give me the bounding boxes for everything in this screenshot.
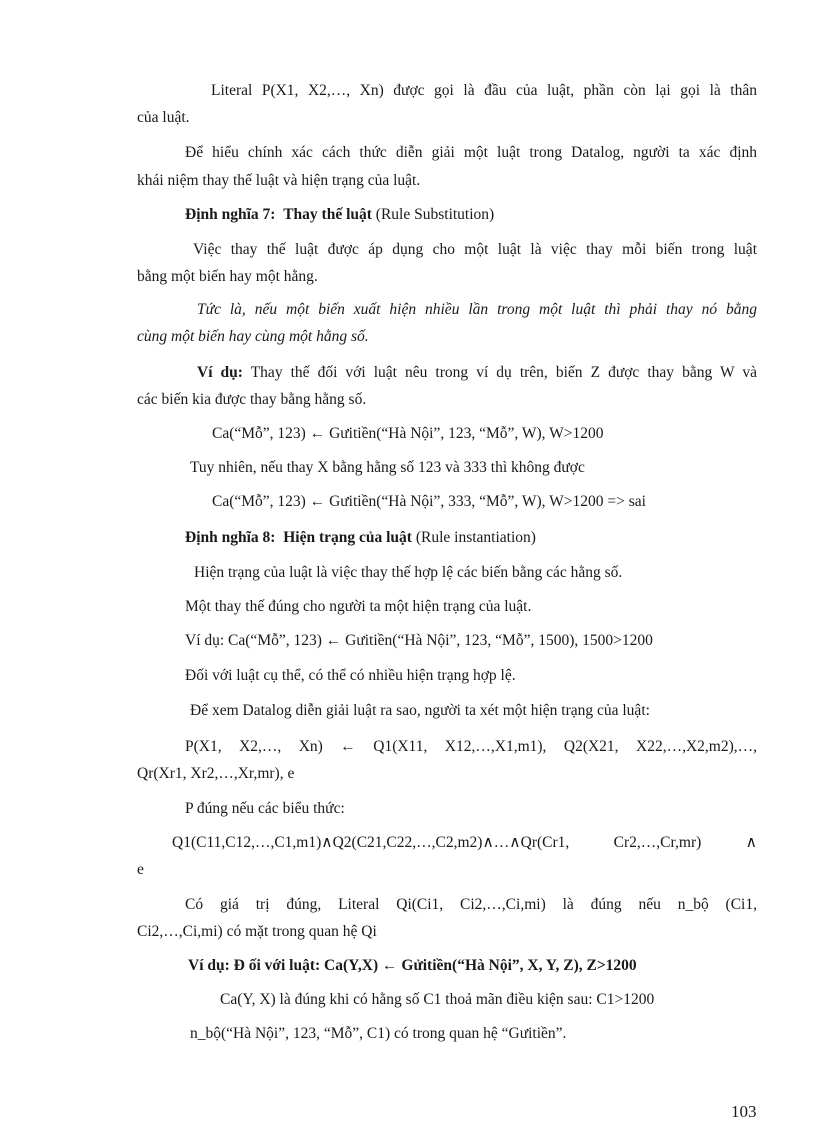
paragraph-line: các biến kia được thay bằng hằng số. bbox=[137, 391, 367, 408]
paragraph-line: Đối với luật cụ thể, có thể có nhiều hiện trạng hợp lệ. bbox=[185, 667, 516, 684]
paragraph-line: Một thay thế đúng cho người ta một hiện trạng của luật. bbox=[185, 598, 532, 615]
paragraph-line: Việc thay thế luật được áp dụng cho một luật là việc thay mỗi biến trong luật bbox=[193, 241, 757, 258]
definition-english: (Rule instantiation) bbox=[415, 529, 536, 546]
paragraph-line: của luật. bbox=[137, 109, 190, 126]
paragraph-line: Có giá trị đúng, Literal Qi(Ci1, Ci2,…,Ci,mi) là đúng nếu n_bộ (Ci1, bbox=[185, 896, 757, 913]
italic-note-line: Tức là, nếu một biến xuất hiện nhiều lần trong một luật thì phải thay nó bằng bbox=[197, 301, 757, 318]
paragraph-line: Hiện trạng của luật là việc thay thế hợp lệ các biến bằng các hằng số. bbox=[194, 564, 623, 581]
formula-line: e bbox=[137, 861, 144, 878]
paragraph-line: Tuy nhiên, nếu thay X bằng hằng số 123 và 333 thì không được bbox=[190, 459, 585, 476]
paragraph-line: Literal P(X1, X2,…, Xn) được gọi là đầu của luật, phần còn lại gọi là thân bbox=[211, 82, 757, 99]
definition-label: Định nghĩa 8: bbox=[185, 529, 276, 546]
italic-note-line: cùng một biến hay cùng một hằng số. bbox=[137, 328, 369, 345]
formula-line: Qr(Xr1, Xr2,…,Xr,mr), e bbox=[137, 765, 295, 782]
paragraph-line: khái niệm thay thế luật và hiện trạng của luật. bbox=[137, 172, 421, 189]
page-number: 103 bbox=[731, 1102, 757, 1121]
example-label: Ví dụ: bbox=[197, 364, 243, 381]
paragraph-line: P đúng nếu các biểu thức: bbox=[185, 800, 345, 817]
definition-7-heading bbox=[185, 205, 494, 225]
paragraph-line: bằng một biến hay một hằng. bbox=[137, 268, 318, 285]
paragraph-line: Để hiểu chính xác cách thức diễn giải một luật trong Datalog, người ta xác định bbox=[185, 144, 757, 161]
example-heading-line: Ví dụ: Đ ối với luật: Ca(Y,X) ← Gửitiền(“Hà Nội”, X, Y, Z), Z>1200 bbox=[188, 957, 637, 974]
formula-line: Ca(“Mỗ”, 123) ← Gưitiền(“Hà Nội”, 333, “Mỗ”, W), W>1200 => sai bbox=[212, 493, 646, 510]
definition-8-heading bbox=[185, 528, 536, 548]
paragraph-line: n_bộ(“Hà Nội”, 123, “Mỗ”, C1) có trong quan hệ “Gưitiền”. bbox=[190, 1025, 567, 1042]
example-line: Ví dụ: Thay thế đối với luật nêu trong ví dụ trên, biến Z được thay bằng W và bbox=[197, 364, 757, 381]
paragraph-line: Ca(Y, X) là đúng khi có hằng số C1 thoả mãn điều kiện sau: C1>1200 bbox=[220, 991, 655, 1008]
formula-line: P(X1, X2,…, Xn) ← Q1(X11, X12,…,X1,m1), Q2(X21, X22,…,X2,m2),…, bbox=[185, 738, 757, 755]
definition-label: Định nghĩa 7: bbox=[185, 206, 276, 223]
paragraph-line: Để xem Datalog diễn giải luật ra sao, người ta xét một hiện trạng của luật: bbox=[190, 702, 650, 719]
definition-english: (Rule Substitution) bbox=[375, 206, 495, 223]
formula-line: Ca(“Mỗ”, 123) ← Gưitiền(“Hà Nội”, 123, “Mỗ”, W), W>1200 bbox=[212, 425, 604, 442]
definition-title: Thay thế luật bbox=[283, 206, 372, 223]
paragraph-line: Ci2,…,Ci,mi) có mặt trong quan hệ Qi bbox=[137, 923, 377, 940]
formula-line: Q1(C11,C12,…,C1,m1)∧Q2(C21,C22,…,C2,m2)∧…∧Qr(Cr1, Cr2,…,Cr,mr) ∧ bbox=[172, 834, 757, 851]
definition-title: Hiện trạng của luật bbox=[283, 529, 412, 546]
example-line: Ví dụ: Ca(“Mỗ”, 123) ← Gưitiền(“Hà Nội”, 123, “Mỗ”, 1500), 1500>1200 bbox=[185, 632, 653, 649]
